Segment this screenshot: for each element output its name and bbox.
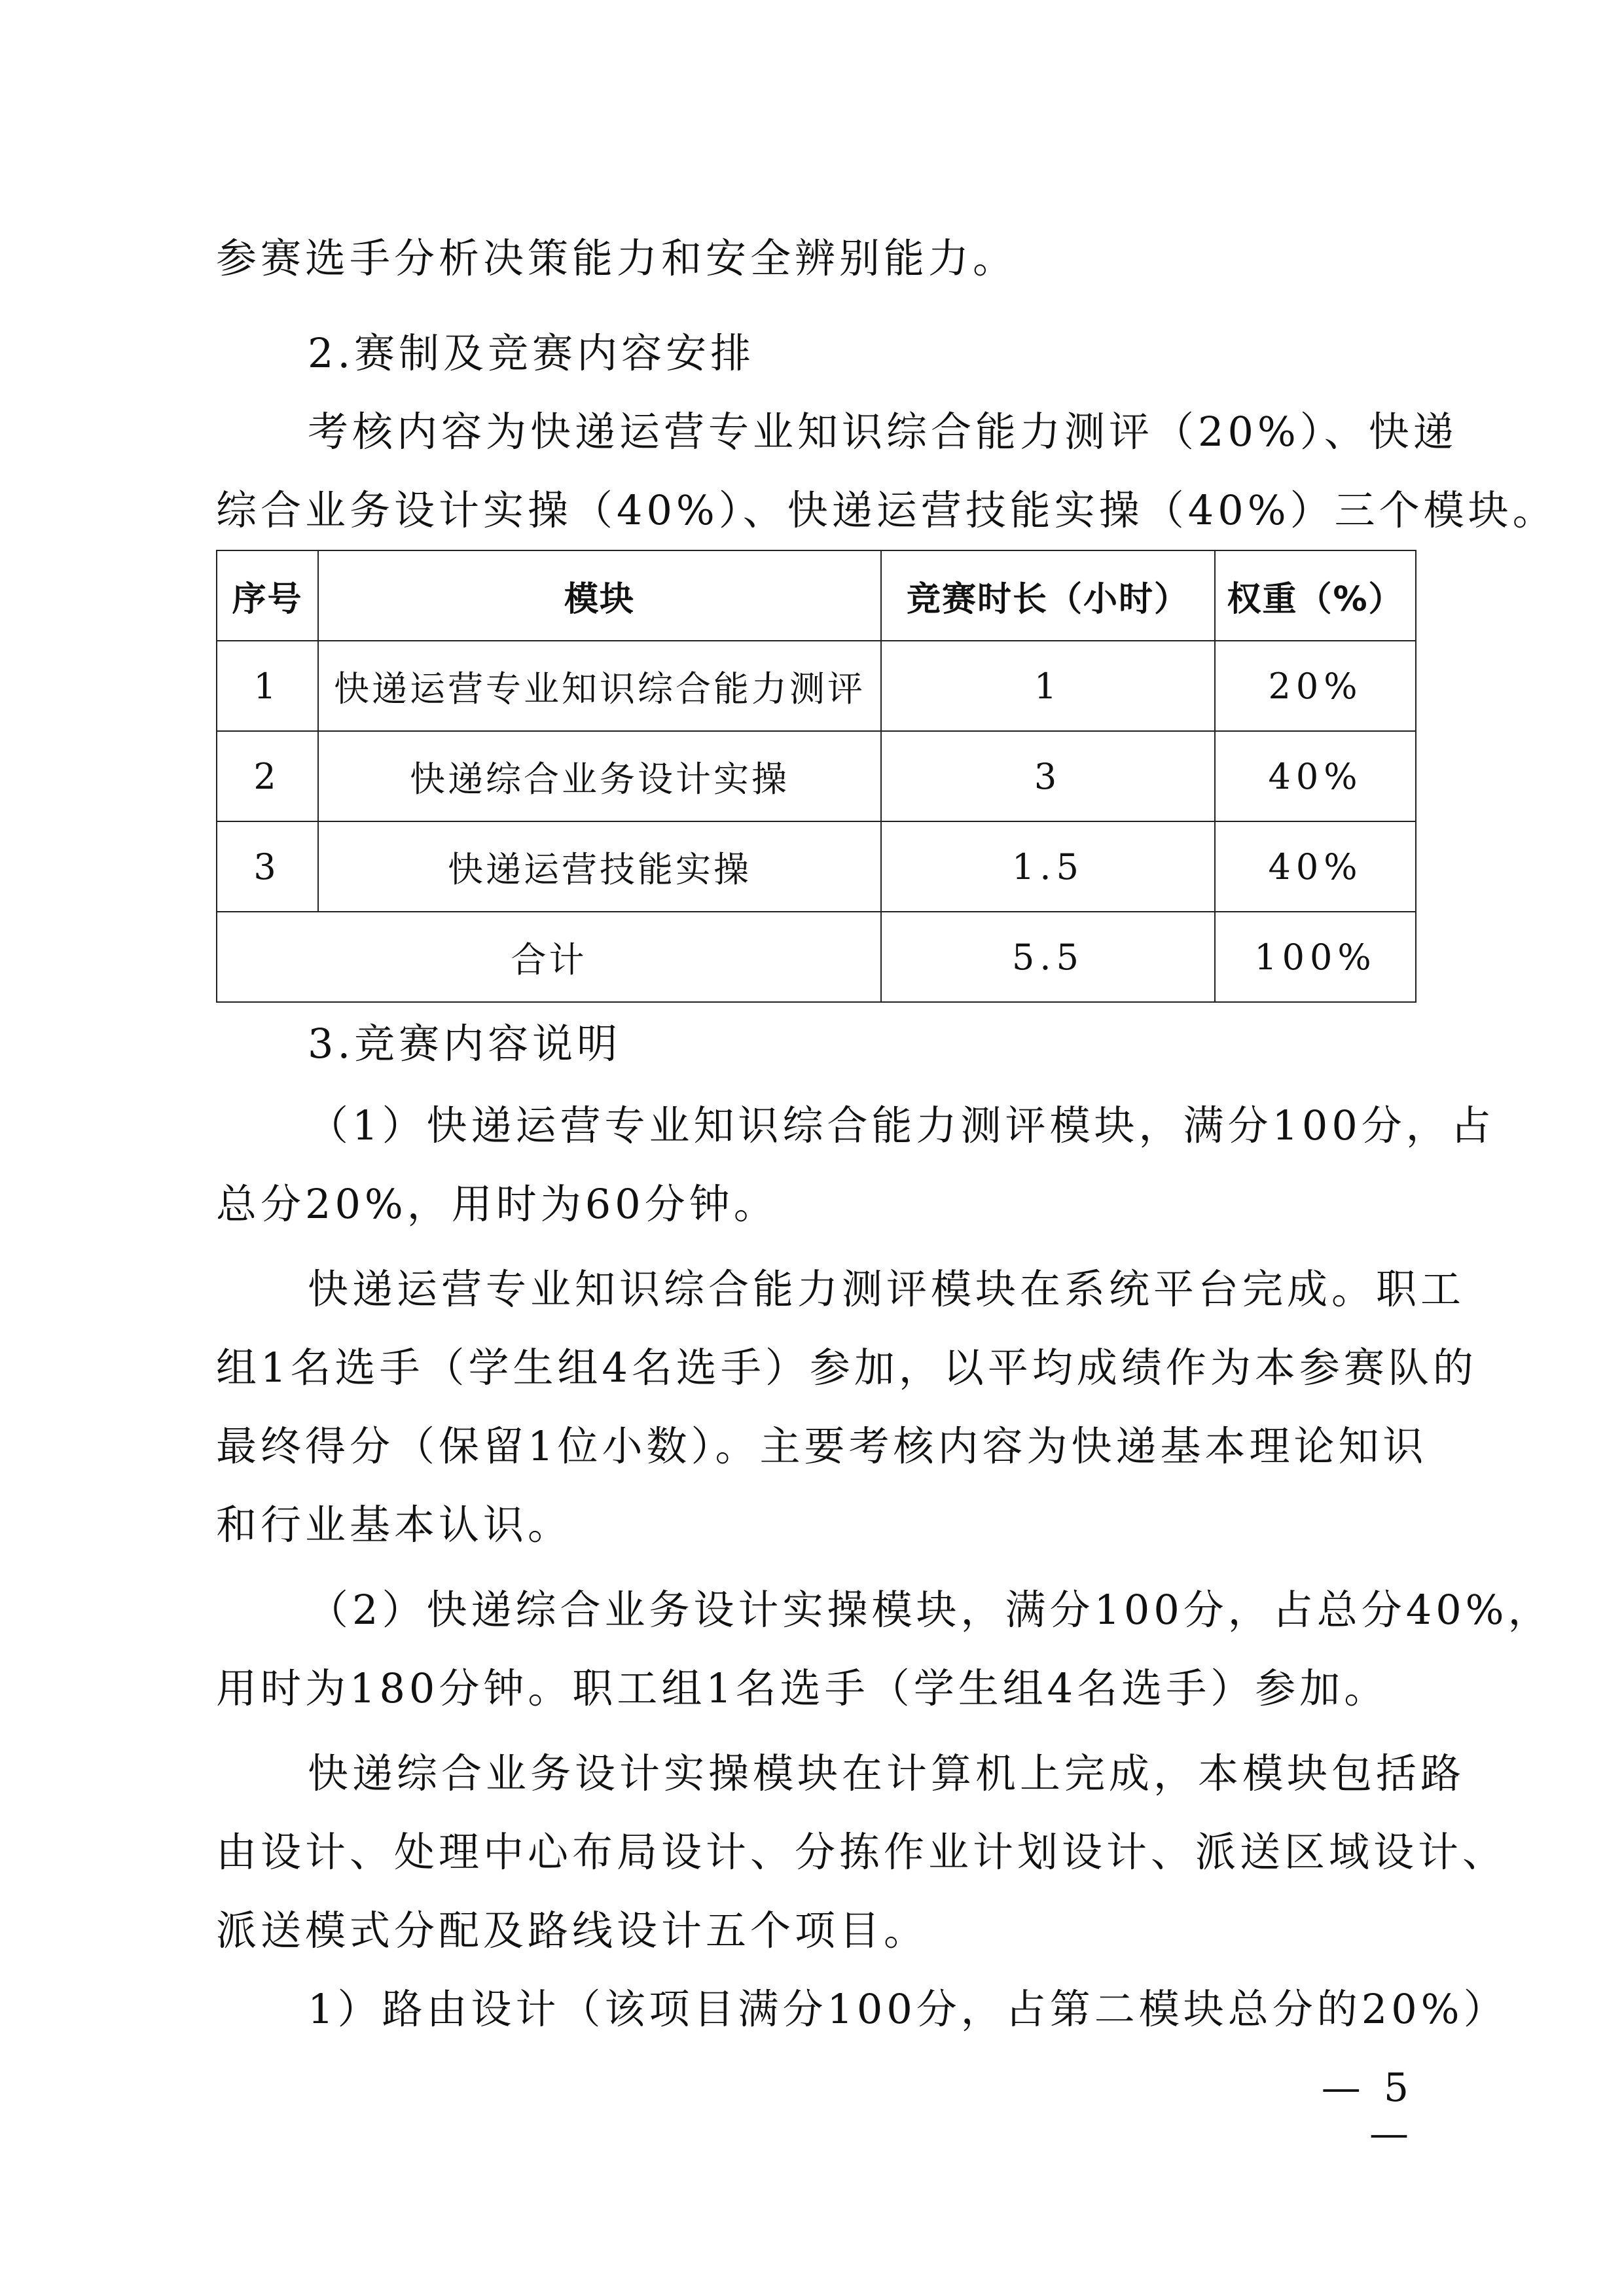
section-heading: 2.赛制及竞赛内容安排 — [308, 329, 755, 377]
paragraph-text: 最终得分（保留1位小数）。主要考核内容为快递基本理论知识 — [216, 1422, 1428, 1470]
header-duration: 竞赛时长（小时） — [881, 550, 1215, 641]
paragraph-text: 快递综合业务设计实操模块在计算机上完成，本模块包括路 — [308, 1749, 1466, 1797]
paragraph-text: 综合业务设计实操（40%）、快递运营技能实操（40%）三个模块。 — [216, 486, 1557, 534]
cell-total-label: 合计 — [217, 912, 881, 1002]
table-row — [217, 731, 1416, 821]
section-heading: 3.竞赛内容说明 — [308, 1020, 622, 1067]
cell-total-duration: 5.5 — [881, 912, 1215, 1002]
paragraph-text: 组1名选手（学生组4名选手）参加，以平均成绩作为本参赛队的 — [216, 1344, 1477, 1391]
header-no: 序号 — [217, 550, 318, 641]
cell-module: 快递运营专业知识综合能力测评 — [318, 641, 881, 731]
cell-no: 3 — [217, 821, 318, 912]
header-weight: 权重（%） — [1215, 550, 1416, 641]
page-number: — 5 — — [1321, 2065, 1414, 2157]
table-header-row — [217, 550, 1416, 641]
table-row — [217, 641, 1416, 731]
header-module: 模块 — [318, 550, 881, 641]
paragraph-text: 用时为180分钟。职工组1名选手（学生组4名选手）参加。 — [216, 1664, 1389, 1712]
cell-duration: 1 — [881, 641, 1215, 731]
table-row — [217, 821, 1416, 912]
cell-duration: 3 — [881, 731, 1215, 821]
paragraph-text: 1）路由设计（该项目满分100分，占第二模块总分的20%） — [308, 1985, 1508, 2033]
paragraph-text: 参赛选手分析决策能力和安全辨别能力。 — [216, 234, 1018, 282]
table-total-row — [217, 912, 1416, 1002]
paragraph-text: 由设计、处理中心布局设计、分拣作业计划设计、派送区域设计、 — [216, 1828, 1507, 1876]
paragraph-text: 派送模式分配及路线设计五个项目。 — [216, 1907, 929, 1954]
paragraph-text: 和行业基本认识。 — [216, 1501, 573, 1549]
cell-module: 快递综合业务设计实操 — [318, 731, 881, 821]
paragraph-text: 考核内容为快递运营专业知识综合能力测评（20%）、快递 — [308, 408, 1458, 456]
cell-duration: 1.5 — [881, 821, 1215, 912]
cell-no: 1 — [217, 641, 318, 731]
cell-weight: 40% — [1215, 821, 1416, 912]
paragraph-text: 总分20%，用时为60分钟。 — [216, 1180, 778, 1228]
cell-total-weight: 100% — [1215, 912, 1416, 1002]
cell-weight: 20% — [1215, 641, 1416, 731]
competition-table — [216, 550, 1415, 1003]
paragraph-text: （2）快递综合业务设计实操模块，满分100分，占总分40%， — [308, 1586, 1553, 1634]
paragraph-text: （1）快递运营专业知识综合能力测评模块，满分100分，占 — [308, 1102, 1495, 1149]
cell-no: 2 — [217, 731, 318, 821]
cell-weight: 40% — [1215, 731, 1416, 821]
cell-module: 快递运营技能实操 — [318, 821, 881, 912]
paragraph-text: 快递运营专业知识综合能力测评模块在系统平台完成。职工 — [308, 1265, 1466, 1313]
